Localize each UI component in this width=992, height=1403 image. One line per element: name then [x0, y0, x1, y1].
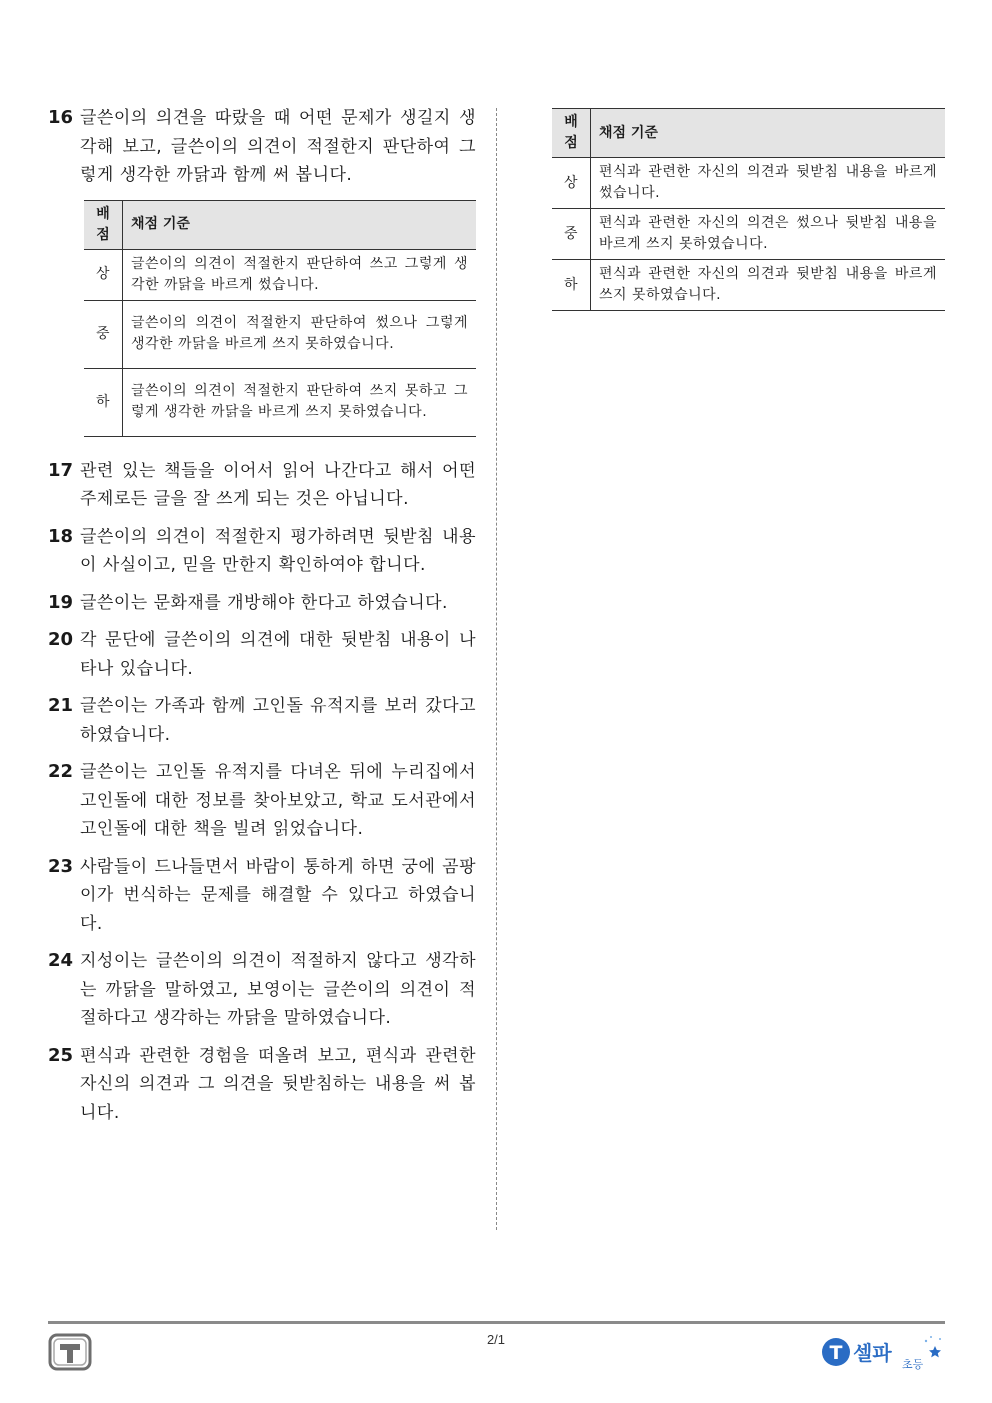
criteria-cell: 편식과 관련한 자신의 의견과 뒷받침 내용을 바르게 쓰지 못하였습니다. [591, 260, 946, 311]
table-header-row [84, 200, 476, 249]
question-number: 21 [48, 695, 74, 716]
table-row [84, 368, 476, 436]
criteria-cell: 글쓴이의 의견이 적절한지 판단하여 쓰고 그렇게 생각한 까닭을 바르게 썼습니다. [123, 249, 477, 300]
question-20 [48, 626, 476, 683]
grade-cell: 상 [552, 158, 591, 209]
right-column [552, 108, 945, 311]
criteria-cell: 글쓴이의 의견이 적절한지 판단하여 썼으나 그렇게 생각한 까닭을 바르게 쓰지 못하였습니다. [123, 300, 477, 368]
question-text: 글쓴이는 문화재를 개방해야 한다고 하였습니다. [80, 592, 448, 613]
svg-text:T: T [829, 1342, 843, 1364]
question-number: 17 [48, 459, 74, 481]
question-number: 24 [48, 950, 74, 971]
question-text: 글쓴이는 고인돌 유적지를 다녀온 뒤에 누리집에서 고인돌에 대한 정보를 찾아보았고, 학교 도서관에서 고인돌에 대한 책을 빌려 읽었습니다. [80, 762, 476, 839]
question-number: 16 [48, 107, 74, 128]
grading-table-25 [552, 108, 945, 311]
question-17 [48, 457, 476, 514]
svg-text:셀파: 셀파 [853, 1341, 892, 1365]
header-criteria: 채점 기준 [123, 200, 477, 249]
question-16 [48, 104, 476, 190]
question-number: 22 [48, 761, 74, 782]
question-text: 글쓴이의 의견을 따랐을 때 어떤 문제가 생길지 생각해 보고, 글쓴이의 의견이 적절한지 판단하여 그렇게 생각한 까닭과 함께 써 봅니다. [80, 108, 476, 185]
question-19 [48, 589, 476, 618]
tsherpa-logo-icon [820, 1333, 946, 1371]
column-divider [496, 108, 497, 1230]
question-18 [48, 523, 476, 580]
question-number: 18 [48, 525, 74, 547]
table-row [552, 209, 945, 260]
question-text: 지성이는 글쓴이의 의견이 적절하지 않다고 생각하는 까닭을 말하였고, 보영이는 글쓴이의 의견이 적절하다고 생각하는 까닭을 말하였습니다. [80, 951, 476, 1028]
question-24 [48, 947, 476, 1033]
table-row [552, 158, 945, 209]
table-row [84, 249, 476, 300]
question-number: 20 [48, 629, 74, 650]
question-number: 23 [48, 855, 74, 877]
header-criteria: 채점 기준 [591, 109, 946, 158]
footer-rule [48, 1321, 945, 1324]
table-row [552, 260, 945, 311]
question-text: 글쓴이는 가족과 함께 고인돌 유적지를 보러 갔다고 하였습니다. [80, 696, 476, 745]
criteria-cell: 편식과 관련한 자신의 의견과 뒷받침 내용을 바르게 썼습니다. [591, 158, 946, 209]
grading-table-16 [84, 200, 476, 437]
grade-cell: 중 [84, 300, 123, 368]
left-column [48, 104, 476, 1127]
grade-cell: 하 [552, 260, 591, 311]
grade-cell: 하 [84, 368, 123, 436]
question-text: 편식과 관련한 경험을 떠올려 보고, 편식과 관련한 자신의 의견과 그 의견을 뒷받침하는 내용을 써 봅니다. [80, 1045, 476, 1123]
question-23 [48, 853, 476, 939]
question-text: 사람들이 드나들면서 바람이 통하게 하면 궁에 곰팡이가 번식하는 문제를 해결할 수 있다고 하였습니다. [80, 856, 476, 934]
question-text: 글쓴이의 의견이 적절한지 평가하려면 뒷받침 내용이 사실이고, 믿을 만한지 확인하여야 합니다. [80, 526, 476, 575]
criteria-cell: 편식과 관련한 자신의 의견은 썼으나 뒷받침 내용을 바르게 쓰지 못하였습니다. [591, 209, 946, 260]
question-text: 각 문단에 글쓴이의 의견에 대한 뒷받침 내용이 나타나 있습니다. [80, 630, 476, 679]
table-row [84, 300, 476, 368]
question-text: 관련 있는 책들을 이어서 읽어 나간다고 해서 어떤 주제로든 글을 잘 쓰게 되는 것은 아닙니다. [80, 460, 476, 509]
question-number: 25 [48, 1044, 74, 1066]
question-22 [48, 758, 476, 844]
svg-text:초등: 초등 [902, 1358, 924, 1371]
question-number: 19 [48, 591, 74, 613]
grade-cell: 상 [84, 249, 123, 300]
header-score: 배점 [552, 109, 591, 158]
page-number: 2/1 [486, 1332, 506, 1347]
question-21 [48, 692, 476, 749]
grade-cell: 중 [552, 209, 591, 260]
table-header-row [552, 109, 945, 158]
question-25 [48, 1042, 476, 1128]
criteria-cell: 글쓴이의 의견이 적절한지 판단하여 쓰지 못하고 그렇게 생각한 까닭을 바르게 쓰지 못하였습니다. [123, 368, 477, 436]
header-score: 배점 [84, 200, 123, 249]
t-logo-icon [48, 1333, 92, 1371]
